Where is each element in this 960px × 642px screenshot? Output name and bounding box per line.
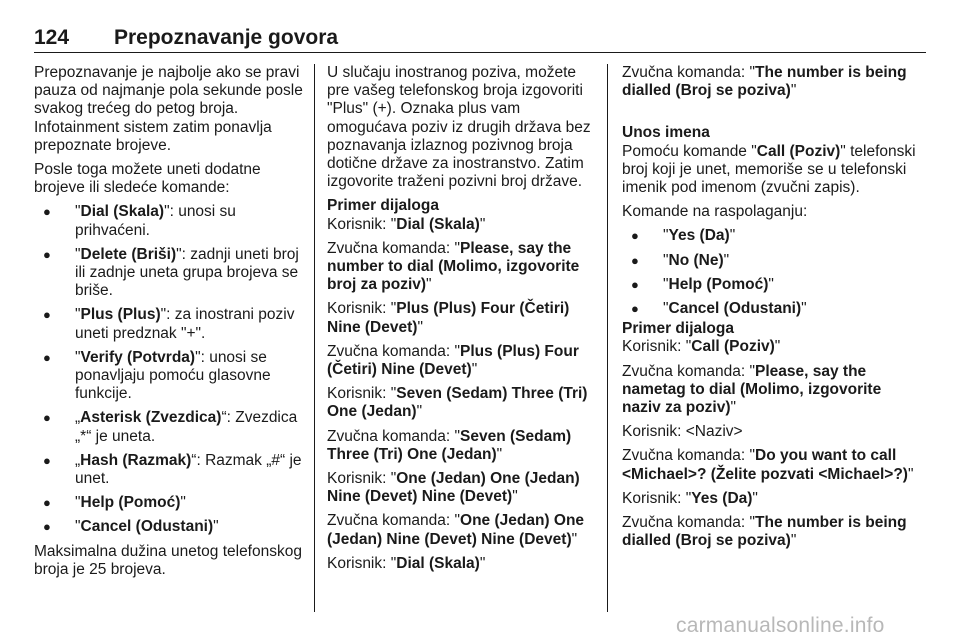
quote: " <box>75 518 81 536</box>
description: " <box>213 518 219 536</box>
quote: " <box>416 403 423 421</box>
command: Asterisk (Zvezdica) <box>80 409 222 427</box>
command: Dial (Skala) <box>80 203 165 221</box>
paragraph: Prepoznavanje je najbolje ako se pravi pauza od najmanje pola sekunde posle svakog trećeg do petog broja. Infotainment sistem zatim ponavlja prepoznate brojeve. <box>34 64 303 154</box>
list-item <box>34 203 306 239</box>
speaker: Zvučna komanda: " <box>327 342 461 360</box>
speaker: Zvučna komanda: " <box>622 64 756 81</box>
dialog-line <box>327 470 595 506</box>
quote: " <box>496 445 503 463</box>
quote: " <box>479 554 486 572</box>
utterance: Do you want to call <Michael>? (Želite pozvati <Michael>?) <box>622 447 908 483</box>
section-heading: Primer dijaloga <box>622 320 734 338</box>
dialog-line <box>327 512 595 548</box>
quote: " <box>752 489 758 507</box>
speaker: Zvučna komanda: " <box>327 512 461 530</box>
quote: " <box>907 465 914 483</box>
quote: " <box>723 251 730 269</box>
dialog-line <box>622 320 922 356</box>
column-divider <box>607 64 608 612</box>
dialog-line <box>622 64 922 100</box>
command: Cancel (Odustani) <box>668 300 802 318</box>
quote: „ <box>75 451 81 469</box>
utterance: Plus (Plus) Four (Četiri) Nine (Devet) <box>327 300 570 336</box>
utterance: Dial (Skala) <box>396 215 480 233</box>
description: ": unosi se ponavljaju pomoću glasovne funkcije. <box>75 348 271 403</box>
command: Help (Pomoć) <box>80 494 181 512</box>
description: ": za inostrani poziv uneti predznak "+". <box>75 306 295 342</box>
quote: " <box>663 251 669 269</box>
quote: " <box>730 399 737 417</box>
quote: " <box>426 276 432 294</box>
utterance: Plus (Plus) Four (Četiri) Nine (Devet) <box>327 342 579 379</box>
command: Plus (Plus) <box>80 306 161 324</box>
utterance: The number is being dialled (Broj se poziva) <box>622 64 907 100</box>
speaker: Korisnik: " <box>622 489 692 507</box>
page-title: Prepoznavanje govora <box>114 26 339 49</box>
command-list <box>622 227 922 318</box>
list-item <box>34 306 306 342</box>
quote: " <box>729 227 736 245</box>
utterance: One (Jedan) One (Jedan) Nine (Devet) Nine (Devet) <box>327 470 580 506</box>
command: Yes (Da) <box>668 227 730 245</box>
speaker: Korisnik: " <box>327 385 397 403</box>
dialog-line <box>327 300 595 336</box>
list-item <box>34 409 306 445</box>
command: No (Ne) <box>668 251 724 269</box>
paragraph <box>622 124 922 197</box>
column-1 <box>34 64 306 585</box>
dialog-line <box>327 555 595 573</box>
paragraph: Maksimalna dužina unetog telefonskog broja je 25 brojeva. <box>34 542 302 578</box>
utterance: Yes (Da) <box>691 489 753 507</box>
quote: " <box>75 494 81 512</box>
watermark: carmanualsonline.info <box>676 614 885 637</box>
column-divider <box>314 64 315 612</box>
quote: " <box>768 275 774 293</box>
speaker: Korisnik: " <box>327 554 397 572</box>
dialog-line <box>327 197 595 233</box>
dialog-line <box>327 240 595 295</box>
quote: " <box>512 488 518 506</box>
quote: " <box>75 245 81 263</box>
description: ": zadnji uneti broj ili zadnje uneta grupa brojeva se briše. <box>75 245 299 300</box>
quote: " <box>479 215 486 233</box>
utterance: Call (Poziv) <box>691 338 775 356</box>
quote: " <box>75 306 81 324</box>
section-heading: Unos imena <box>622 124 710 142</box>
list-item <box>622 252 922 270</box>
speaker: Zvučna komanda: " <box>327 427 461 445</box>
text: " telefonski broj koji je unet, memoriše se u telefonski imenik pod imenom (zvučni zapis). <box>622 142 916 197</box>
description: " <box>180 494 186 512</box>
page-number: 124 <box>34 26 70 49</box>
paragraph: U slučaju inostranog poziva, možete pre vašeg telefonskog broja izgovoriti "Plus" (+). Oznaka plus vam omogućava poziv iz drugih država bez poznavanja izlaznog pozivnog broja dotične države za inostranstvo. Zatim izgovorite traženi pozivni broj države. <box>327 64 591 191</box>
command: Cancel (Odustani) <box>80 518 214 536</box>
command: Call (Poziv) <box>756 142 841 160</box>
utterance: The number is being dialled (Broj se poziva) <box>622 514 907 550</box>
list-item <box>34 452 306 488</box>
description: “: Razmak „#“ je unet. <box>75 451 302 488</box>
dialog-line <box>327 385 595 421</box>
speaker: Korisnik: " <box>327 300 397 318</box>
quote: " <box>790 532 797 550</box>
command: Delete (Briši) <box>80 245 177 263</box>
quote: " <box>774 338 781 356</box>
quote: " <box>801 300 807 318</box>
speaker: Zvučna komanda: " <box>622 362 756 380</box>
dialog-line <box>622 447 922 483</box>
command: Help (Pomoć) <box>668 275 769 293</box>
list-item <box>622 276 922 294</box>
utterance: One (Jedan) One (Jedan) Nine (Devet) Nine (Devet) <box>327 512 585 548</box>
utterance: Please, say the number to dial (Molimo, izgovorite broj za poziv) <box>327 239 580 294</box>
utterance: Dial (Skala) <box>396 554 480 572</box>
quote: " <box>471 361 478 379</box>
dialog-line: Korisnik: <Naziv> <box>622 423 743 441</box>
utterance: Seven (Sedam) Three (Tri) One (Jedan) <box>327 385 588 421</box>
dialog-line <box>327 428 595 464</box>
quote: " <box>75 203 81 221</box>
dialog-line <box>622 490 922 508</box>
list-item <box>34 246 306 301</box>
speaker: Korisnik: " <box>622 338 692 356</box>
command-list <box>34 203 306 536</box>
quote: " <box>571 530 578 548</box>
speaker: Zvučna komanda: " <box>622 447 756 465</box>
list-item <box>34 518 306 536</box>
quote: " <box>417 318 423 336</box>
dialog-line <box>622 363 922 418</box>
list-item <box>34 349 306 404</box>
quote: " <box>663 275 669 293</box>
speaker: Zvučna komanda: " <box>622 514 756 532</box>
utterance: Please, say the nametag to dial (Molimo, izgovorite naziv za poziv) <box>622 362 882 417</box>
dialog-line <box>622 514 922 550</box>
description: ": unosi su prihvaćeni. <box>75 203 236 239</box>
quote: " <box>663 300 669 318</box>
list-item <box>622 227 922 245</box>
utterance: Seven (Sedam) Three (Tri) One (Jedan) <box>327 427 572 463</box>
list-item <box>622 300 922 318</box>
speaker: Korisnik: " <box>327 215 397 233</box>
section-heading: Primer dijaloga <box>327 197 439 215</box>
list-item <box>34 494 306 512</box>
quote: " <box>790 82 797 100</box>
page-header <box>34 22 926 53</box>
paragraph: Komande na raspolaganju: <box>622 203 808 221</box>
column-2 <box>327 64 595 579</box>
command: Hash (Razmak) <box>80 451 192 469</box>
speaker: Korisnik: " <box>327 470 397 488</box>
command: Verify (Potvrda) <box>80 348 196 366</box>
quote: " <box>75 348 81 366</box>
quote: „ <box>75 409 81 427</box>
speaker: Zvučna komanda: " <box>327 239 461 257</box>
dialog-line <box>327 343 595 379</box>
description: “: Zvezdica „*“ je uneta. <box>75 409 298 445</box>
paragraph: Posle toga možete uneti dodatne brojeve ili sledeće komande: <box>34 161 261 197</box>
column-3 <box>622 64 922 556</box>
text: Pomoću komande " <box>622 142 757 160</box>
quote: " <box>663 227 669 245</box>
